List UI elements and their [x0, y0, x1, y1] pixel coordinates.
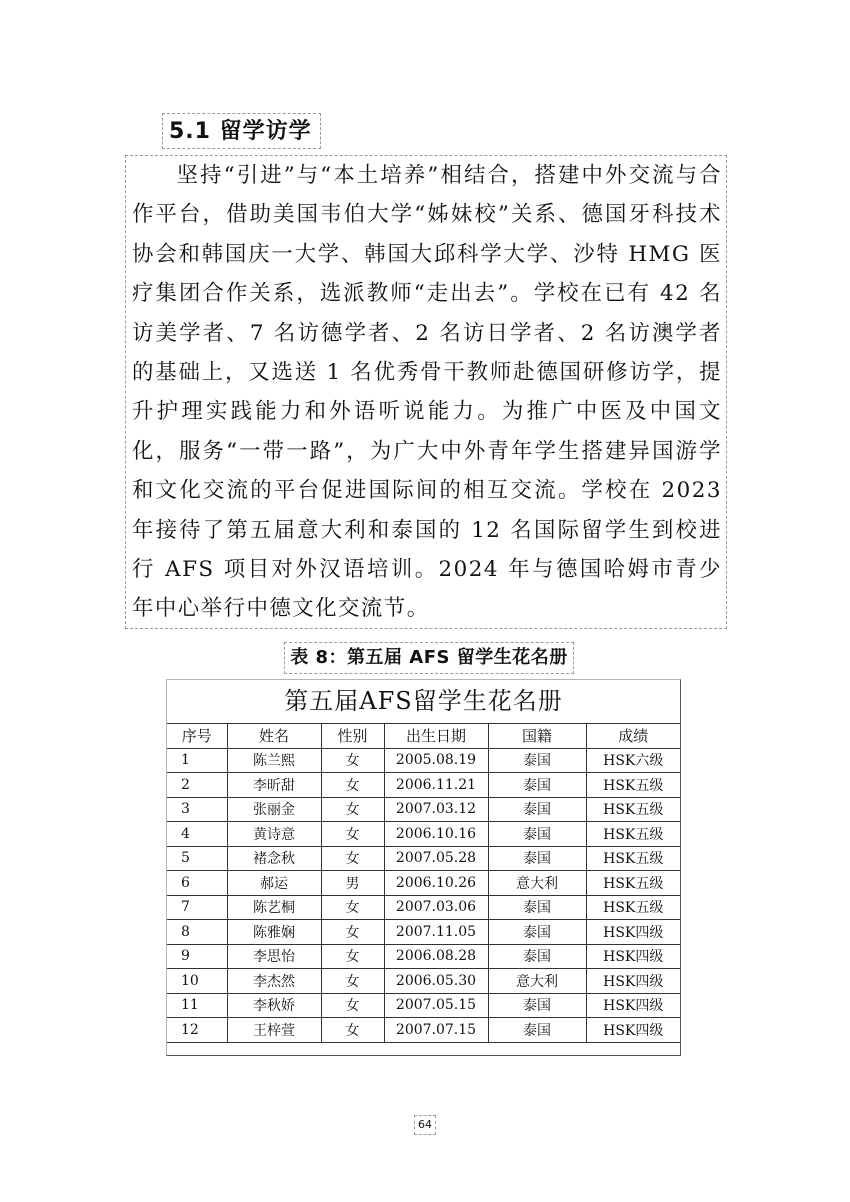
cell-no: 1 [167, 748, 227, 773]
cell-birthdate: 2007.03.06 [384, 895, 488, 920]
cell-nationality: 意大利 [488, 969, 586, 994]
cell-gender: 女 [321, 895, 384, 920]
cell-nationality: 泰国 [488, 1018, 586, 1043]
table-row [167, 773, 680, 798]
cell-nationality: 泰国 [488, 895, 586, 920]
table-row [167, 944, 680, 969]
header-birthdate: 出生日期 [384, 724, 488, 749]
cell-birthdate: 2006.10.16 [384, 822, 488, 847]
cell-nationality: 意大利 [488, 871, 586, 896]
cell-birthdate: 2007.07.15 [384, 1018, 488, 1043]
cell-birthdate: 2006.08.28 [384, 944, 488, 969]
cell-score: HSK四级 [586, 993, 680, 1018]
cell-name: 李杰然 [227, 969, 321, 994]
cell-gender: 女 [321, 920, 384, 945]
header-nationality: 国籍 [488, 724, 586, 749]
table-caption: 表 8：第五届 AFS 留学生花名册 [284, 642, 574, 674]
cell-no: 10 [167, 969, 227, 994]
cell-score: HSK四级 [586, 944, 680, 969]
section-heading: 5.1 留学访学 [162, 113, 321, 149]
header-score: 成绩 [586, 724, 680, 749]
cell-gender: 女 [321, 1018, 384, 1043]
cell-score: HSK五级 [586, 773, 680, 798]
cell-gender: 女 [321, 944, 384, 969]
cell-nationality: 泰国 [488, 797, 586, 822]
cell-no: 11 [167, 993, 227, 1018]
header-name: 姓名 [227, 724, 321, 749]
cell-no: 8 [167, 920, 227, 945]
cell-gender: 女 [321, 846, 384, 871]
cell-name: 陈兰熙 [227, 748, 321, 773]
cell-gender: 女 [321, 748, 384, 773]
cell-score: HSK六级 [586, 748, 680, 773]
cell-nationality: 泰国 [488, 920, 586, 945]
paragraph-text: 坚持“引进”与“本土培养”相结合，搭建中外交流与合作平台，借助美国韦伯大学“姊妹校”关系、德国牙科技术协会和韩国庆一大学、韩国大邱科学大学、沙特 HMG 医疗集团合作关系，选派教师“走出去”。学校在已有 42 名访美学者、7 名访德学者、2 名访日学者、2 名访澳学者的基础上，又选送 1 名优秀骨干教师赴德国研修访学，提升护理实践能力和外语听说能力。为推广中医及中国文化，服务“一带一路”，为广大中外青年学生搭建异国游学和文化交流的平台促进国际间的相互交流。学校在 2023 年接待了第五届意大利和泰国的 12 名国际留学生到校进行 AFS 项目对外汉语培训。2024 年与德国哈姆市青少年中心举行中德文化交流节。 [132, 163, 722, 622]
table-row [167, 993, 680, 1018]
cell-gender: 女 [321, 993, 384, 1018]
table-row [167, 920, 680, 945]
cell-score: HSK五级 [586, 797, 680, 822]
cell-score: HSK五级 [586, 895, 680, 920]
table-row [167, 797, 680, 822]
header-no: 序号 [167, 724, 227, 749]
cell-birthdate: 2007.05.28 [384, 846, 488, 871]
cell-gender: 女 [321, 797, 384, 822]
cell-nationality: 泰国 [488, 944, 586, 969]
cell-no: 7 [167, 895, 227, 920]
table-header-row [167, 724, 680, 749]
cell-no: 2 [167, 773, 227, 798]
cell-name: 陈艺桐 [227, 895, 321, 920]
cell-nationality: 泰国 [488, 748, 586, 773]
cell-score: HSK五级 [586, 822, 680, 847]
cell-gender: 女 [321, 822, 384, 847]
table-row [167, 969, 680, 994]
cell-birthdate: 2007.03.12 [384, 797, 488, 822]
cell-no: 3 [167, 797, 227, 822]
cell-no: 4 [167, 822, 227, 847]
table-row [167, 1018, 680, 1043]
cell-birthdate: 2006.10.26 [384, 871, 488, 896]
cell-birthdate: 2007.11.05 [384, 920, 488, 945]
cell-name: 郝运 [227, 871, 321, 896]
cell-birthdate: 2007.05.15 [384, 993, 488, 1018]
cell-name: 黄诗意 [227, 822, 321, 847]
cell-name: 张丽金 [227, 797, 321, 822]
cell-name: 王梓萱 [227, 1018, 321, 1043]
cell-score: HSK五级 [586, 846, 680, 871]
roster-table-container [166, 679, 681, 1056]
student-roster-table [167, 723, 680, 1043]
cell-no: 5 [167, 846, 227, 871]
cell-birthdate: 2006.11.21 [384, 773, 488, 798]
cell-no: 9 [167, 944, 227, 969]
cell-score: HSK五级 [586, 871, 680, 896]
cell-birthdate: 2006.05.30 [384, 969, 488, 994]
cell-nationality: 泰国 [488, 993, 586, 1018]
table-row [167, 822, 680, 847]
table-row [167, 748, 680, 773]
table-title: 第五届AFS留学生花名册 [284, 687, 563, 715]
cell-nationality: 泰国 [488, 773, 586, 798]
cell-no: 12 [167, 1018, 227, 1043]
cell-score: HSK四级 [586, 969, 680, 994]
table-row [167, 895, 680, 920]
cell-gender: 女 [321, 969, 384, 994]
cell-birthdate: 2005.08.19 [384, 748, 488, 773]
table-row [167, 846, 680, 871]
cell-gender: 女 [321, 773, 384, 798]
body-paragraph [125, 155, 727, 629]
cell-name: 褚念秋 [227, 846, 321, 871]
cell-nationality: 泰国 [488, 822, 586, 847]
cell-score: HSK四级 [586, 920, 680, 945]
cell-name: 李昕甜 [227, 773, 321, 798]
cell-name: 李秋娇 [227, 993, 321, 1018]
cell-gender: 男 [321, 871, 384, 896]
cell-name: 李思怡 [227, 944, 321, 969]
cell-no: 6 [167, 871, 227, 896]
cell-nationality: 泰国 [488, 846, 586, 871]
page-number: 64 [414, 1115, 436, 1135]
table-row [167, 871, 680, 896]
cell-name: 陈雅娴 [227, 920, 321, 945]
cell-score: HSK四级 [586, 1018, 680, 1043]
header-gender: 性别 [321, 724, 384, 749]
